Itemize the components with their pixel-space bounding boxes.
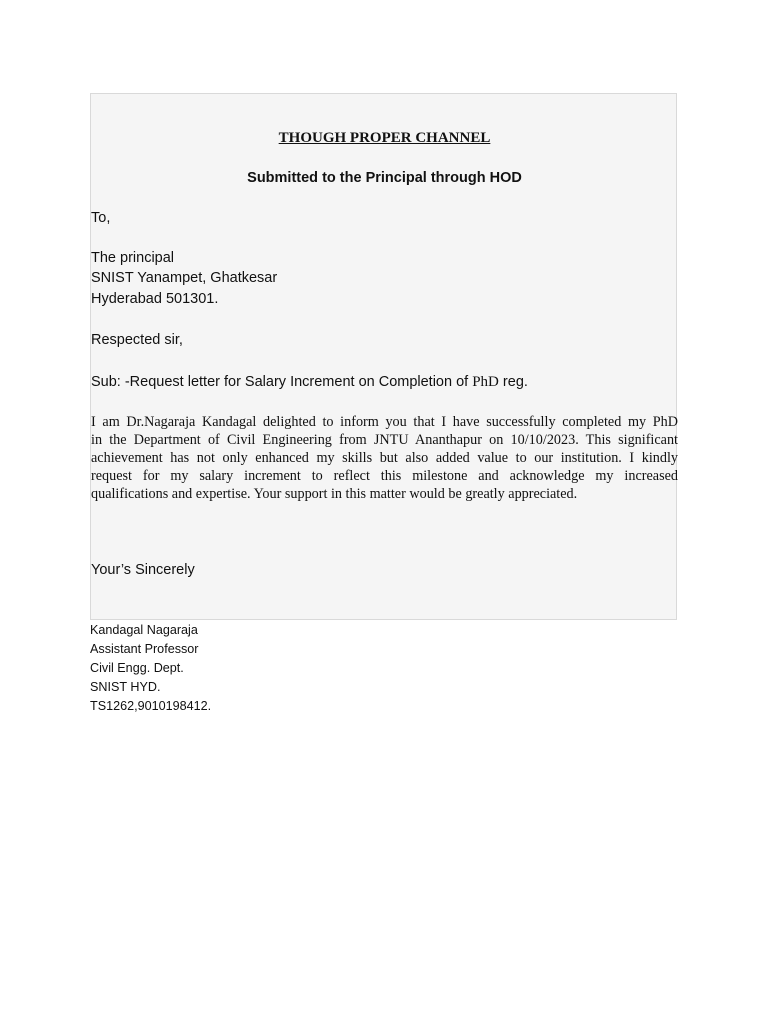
body-line-4: request for my salary increment to reflect this milestone and acknowledge my increased [91, 468, 678, 484]
letter-heading: THOUGH PROPER CHANNEL [278, 130, 491, 146]
body-paragraph [91, 413, 678, 503]
signature-institution: SNIST HYD. [90, 680, 161, 694]
subject-prefix: Sub: -Request letter for Salary Increment on Completion of [91, 374, 473, 390]
letter-subtitle: Submitted to the Principal through HOD [247, 170, 522, 186]
signature-name: Kandagal Nagaraja [90, 623, 198, 637]
address-line-1: The principal [91, 250, 175, 266]
signature-title: Assistant Professor [90, 642, 199, 656]
salutation-to: To, [91, 210, 111, 226]
body-line-3: achievement has not only enhanced my skills but also added value to our institution. I kindly [91, 450, 678, 466]
subject-line [91, 374, 528, 391]
letter-box [90, 93, 677, 620]
signature-contact: TS1262,9010198412. [90, 699, 212, 713]
body-line-5: qualifications and expertise. Your support in this matter would be greatly appreciated. [91, 486, 578, 502]
subject-suffix: reg. [498, 374, 528, 390]
signature-dept: Civil Engg. Dept. [90, 661, 184, 675]
greeting: Respected sir, [91, 332, 183, 348]
subject-phd: PhD [472, 374, 499, 390]
body-line-1: I am Dr.Nagaraja Kandagal delighted to inform you that I have successfully completed my PhD [91, 414, 678, 430]
address-line-3: Hyderabad 501301. [91, 291, 219, 307]
closing: Your’s Sincerely [91, 562, 195, 578]
body-line-2: in the Department of Civil Engineering from JNTU Ananthapur on 10/10/2023. This significant [91, 432, 678, 448]
address-line-2: SNIST Yanampet, Ghatkesar [91, 270, 278, 286]
